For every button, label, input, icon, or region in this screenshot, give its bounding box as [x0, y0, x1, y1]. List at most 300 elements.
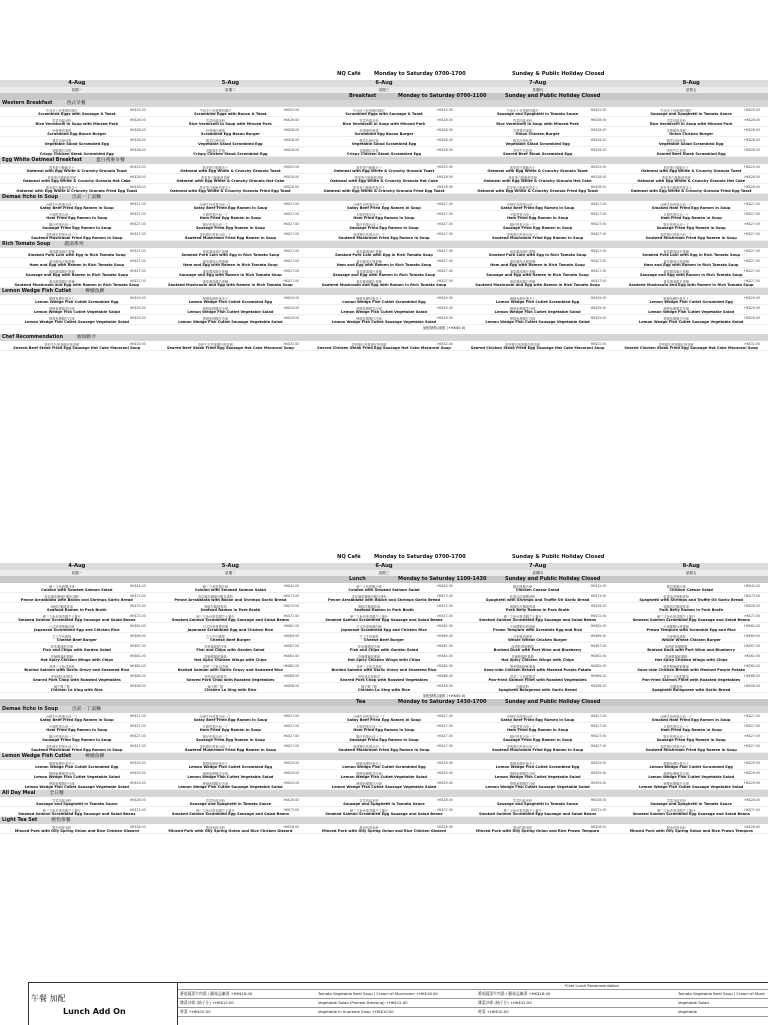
- menu-item-price: HK$29.00: [283, 295, 300, 300]
- menu-item-price: HK$62.00: [590, 653, 607, 658]
- menu-item: [614, 673, 768, 682]
- menu-item-name-en: Lemon Wedge Fish Cutlet Scrambled Egg: [188, 764, 273, 769]
- menu-item-name-en: Smoked Ham Fried Egg Ramen in Soup: [651, 717, 731, 722]
- menu-item-name-cn: 豬腩肉拉麵豬骨湯: [509, 604, 536, 609]
- menu-item-name-cn: 燕麥蛋白脆脆煎蛋多士: [45, 185, 78, 190]
- menu-item-name-en: Lemon Wedge Fish Cutlet Vegetable Salad: [33, 309, 120, 314]
- menu-item: [614, 278, 768, 287]
- menu-item: [307, 807, 461, 816]
- menu-item-price: HK$75.00: [129, 603, 146, 608]
- menu-item-price: HK$27.00: [437, 723, 453, 728]
- menu-item-name-en: Ham Fried Egg Ramen in Soup: [353, 215, 415, 220]
- menu-item-name-cn: 香煎雞扒煎蛋出前一丁: [506, 232, 539, 237]
- menu-item-name-cn: 牛油多士炒蛋煙肉腸仔: [506, 108, 539, 113]
- menu-item-name-en: Sauteed Mushroom Fried Egg Ramen in Soup: [184, 747, 277, 752]
- opening-hours: Monday to Saturday 0700-1700: [374, 71, 466, 77]
- menu-item: [461, 683, 615, 692]
- addon-header-note: *Chef Lunch Recommendation: [564, 984, 619, 988]
- menu-item-price: HK$32.00: [283, 341, 300, 346]
- menu-item-name-en: Cheese Beef Burger: [363, 637, 405, 642]
- section-title: Demae Itcho in Soup: [2, 195, 59, 200]
- menu-row: [0, 268, 768, 278]
- menu-item-name-en: Seared Chicken Steak Fried Egg Sausage Hot Cake Macaroni Soup: [317, 345, 451, 350]
- addon-item-right-left: 時菜 +HK$10.00: [478, 1009, 509, 1014]
- menu-item-name-cn: 香煎豬扒配雜菜: [50, 674, 73, 679]
- menu-item-name-cn: 牛油多士炒蛋煙肉腸仔: [45, 108, 78, 113]
- menu-item-name-en: Sausage and Spaghetti in Tomato Sauce: [343, 801, 425, 806]
- menu-item-name-cn: 番茄濃湯豬扒蛋麵: [356, 249, 382, 254]
- addon-item-mid: Vegetable Salad (Pomelo Dressing) +HK$12.00: [318, 1000, 408, 1005]
- menu-item-name-en: Braised Duck with Port Wine and Blueberry: [647, 647, 736, 652]
- menu-item-name-cn: 雪菜肉絲米粉: [359, 798, 379, 803]
- menu-row: [0, 221, 768, 231]
- menu-item: [307, 824, 461, 833]
- menu-item-price: HK$27.00: [437, 278, 453, 283]
- menu-item-name-cn: 檸檬魚柳炒蛋多士: [49, 761, 75, 766]
- menu-item-name-cn: 腸仔煎蛋出前一丁: [202, 222, 229, 227]
- menu-item-price: HK$28.00: [590, 174, 607, 179]
- menu-item-price: HK$28.00: [744, 147, 760, 152]
- menu-item-name-en: Spaghetti Bolognese with Garlic Bread: [498, 687, 577, 692]
- menu-item-price: HK$27.00: [437, 258, 453, 263]
- menu-row: [0, 760, 768, 770]
- menu-item-name-en: Vegetable Salad Scrambled Egg: [658, 141, 724, 146]
- menu-item: [307, 174, 461, 183]
- menu-item: [614, 117, 768, 126]
- menu-item-name-cn: 香辣雞翼配薯條: [511, 654, 534, 659]
- menu-item-price: HK$27.00: [283, 743, 300, 748]
- menu-item: [154, 673, 308, 682]
- menu-item: [0, 248, 154, 257]
- menu-item-name-en: Lemon Wedge Fish Cutlet Vegetable Salad: [187, 774, 274, 779]
- menu-item: [307, 643, 461, 652]
- menu-item-price: HK$25.00: [437, 164, 453, 169]
- section-title-cn: 輕怡茶餐: [51, 818, 71, 823]
- menu-item-price: HK$27.00: [744, 723, 760, 728]
- meal-band-hours: Monday to Saturday 1430-1700: [398, 699, 487, 705]
- menu-item-name-en: Sauteed Mushroom and Egg with Ramen in Rich Tomato Soup: [168, 282, 293, 287]
- menu-item-name-en: Sauteed Mushroom Fried Egg Ramen in Soup: [338, 235, 430, 240]
- menu-item-price: HK$72.00: [283, 613, 300, 618]
- menu-item-price: HK$28.00: [437, 824, 453, 829]
- menu-item-name-cn: 慢煮雞胸配紫薯蓉: [663, 664, 689, 669]
- menu-item-name-en: Ham Fried Egg Ramen in Soup: [46, 215, 108, 220]
- menu-item-price: HK$27.00: [437, 713, 453, 718]
- day-column-header: 5-Aug: [221, 563, 239, 569]
- menu-item-name-en: Oatmeal with Egg White & Crunchy Granola Fried Egg Toast: [323, 188, 445, 193]
- menu-item: [154, 743, 308, 752]
- menu-item-price: HK$27.00: [437, 743, 453, 748]
- menu-item-name-en: Lemon Wedge Fish Cutlet Scrambled Egg: [495, 764, 580, 769]
- menu-item-name-cn: 燕麥蛋白脆脆熱香餅: [47, 175, 77, 180]
- menu-item-price: HK$82.00: [129, 663, 146, 668]
- menu-item-name-en: Sous-vide Chicken Breast with Mashed Purple Potato: [637, 667, 745, 672]
- menu-item-name-en: Smoked Salmon Scrambled Egg Sausage and Salad Beans: [171, 811, 289, 816]
- menu-item-price: HK$28.00: [744, 184, 760, 189]
- menu-item-price: HK$27.00: [283, 268, 300, 273]
- menu-item-name-en: Minced Pork with Oily Spring Onion and Rice Prawn Tempura: [629, 828, 753, 833]
- menu-item-price: HK$86.00: [590, 673, 607, 678]
- menu-item: [154, 824, 308, 833]
- menu-header: [0, 70, 768, 78]
- menu-item-name-en: Penne Arrabbiata with Bacon and Shrimps Garlic Bread: [20, 597, 133, 602]
- menu-item-price: HK$28.00: [744, 797, 760, 802]
- section-header: [0, 790, 768, 797]
- menu-item-name-cn: 雪菜肉絲米粉: [359, 118, 379, 123]
- menu-item-name-cn: 香煎豬扒配雜菜: [357, 674, 381, 679]
- menu-item-price: HK$27.00: [590, 211, 607, 216]
- menu-item: [614, 184, 768, 193]
- menu-item-price: HK$27.00: [744, 733, 760, 738]
- menu-item: [614, 723, 768, 732]
- menu-item-price: HK$29.00: [590, 295, 607, 300]
- menu-item: [614, 780, 768, 789]
- menu-item-name-en: Smoked Ham Fried Egg Ramen in Soup: [651, 205, 731, 210]
- menu-item-price: HK$27.00: [590, 248, 607, 253]
- menu-item: [154, 807, 308, 816]
- menu-item-name-cn: 香煎雞扒煎蛋腸仔熱香餅: [351, 342, 387, 347]
- menu-item-name-en: Seared Beef Steak Scrambled Egg: [503, 151, 573, 156]
- menu-row: [0, 633, 768, 643]
- menu-item-price: HK$28.00: [283, 174, 300, 179]
- section-header: Chef Recommendation 廚師推介: [0, 334, 768, 341]
- menu-item-price: HK$27.00: [744, 258, 760, 263]
- menu-item-price: HK$28.00: [129, 184, 146, 189]
- menu-item-name-cn: 檸檬魚柳雜菜沙律: [202, 771, 229, 776]
- menu-item-name-en: Hot Spicy Chicken Wings with Chips: [194, 657, 267, 662]
- menu-item-name-cn: 番茄濃湯腸仔蛋麵: [509, 269, 536, 274]
- menu-item: [307, 760, 461, 769]
- menu-item-price: HK$28.00: [590, 603, 607, 608]
- addon-rows: [178, 990, 768, 1017]
- menu-item-name-cn: 檸檬魚柳炒蛋多士: [49, 296, 75, 301]
- section-title-cn: 出前一丁湯麵: [72, 707, 101, 712]
- menu-item-name-cn: 檸檬魚柳腸仔沙律: [509, 316, 536, 321]
- menu-item-price: HK$62.00: [283, 623, 300, 628]
- menu-item-price: HK$27.00: [437, 221, 453, 226]
- menu-item: [154, 623, 308, 632]
- menu-item: [154, 201, 308, 210]
- menu-item: [0, 633, 154, 642]
- menu-item-price: HK$27.00: [129, 268, 146, 273]
- menu-item-name-cn: 檸檬魚柳雜菜沙律: [509, 306, 536, 311]
- menu-item: [0, 305, 154, 314]
- menu-item-name-en: Pan-fried Salmon Fillet with Roasted Vegetables: [488, 677, 587, 682]
- menu-item-price: HK$28.00: [590, 797, 607, 802]
- menu-item-name-en: Sauteed Mushroom and Egg with Ramen in Rich Tomato Soup: [14, 282, 140, 287]
- menu-item-price: HK$29.00: [129, 305, 146, 310]
- menu-item-price: HK$86.00: [437, 673, 453, 678]
- menu-item-name-cn: 火腿煎蛋出前一丁: [509, 212, 536, 217]
- menu-item-name-en: Broiled Salmon with Garlic Gravy and Seaweed Rice: [331, 667, 437, 672]
- menu-item-price: HK$28.00: [437, 117, 453, 122]
- menu-item-price: HK$72.00: [590, 613, 607, 618]
- menu-item-name-en: Hot Spicy Chicken Wings with Chips: [654, 657, 728, 662]
- menu-item-price: HK$28.00: [129, 824, 146, 829]
- menu-item-price: HK$28.00: [283, 797, 300, 802]
- menu-item-price: HK$58.00: [129, 683, 146, 688]
- menu-item-name-cn: 砵酒藍莓燴鴨腿: [511, 644, 534, 649]
- addon-item-left: 時菜 +HK$10.00: [180, 1009, 211, 1014]
- menu-item: [461, 278, 615, 287]
- menu-item-name-cn: 檸檬魚柳炒蛋多士: [663, 761, 689, 766]
- menu-item-name-en: Chicken La Xing with Rice: [357, 687, 411, 692]
- menu-item-price: HK$27.00: [437, 248, 453, 253]
- menu-item-name-en: Ham Fried Egg Ramen in Soup: [46, 727, 108, 732]
- menu-item-name-en: Rice Vermicelli in Soup with Minced Pork: [189, 121, 272, 126]
- menu-item-name-en: Ham Fried Egg Ramen in Soup: [199, 215, 261, 220]
- menu-item-price: HK$28.00: [590, 184, 607, 189]
- section-header: [0, 194, 768, 201]
- menu-item-price: HK$27.00: [437, 268, 453, 273]
- menu-item: [461, 824, 615, 833]
- section-title-cn: 蛋白燕麥早餐: [95, 158, 125, 163]
- menu-item-price: HK$28.00: [437, 797, 453, 802]
- menu-item: [461, 797, 615, 806]
- menu-item: [307, 305, 461, 314]
- menu-item-price: HK$72.00: [437, 807, 453, 812]
- menu-item: [461, 221, 615, 230]
- menu-item-price: HK$75.00: [283, 603, 300, 608]
- menu-row: [0, 743, 768, 753]
- menu-item-name-en: Sausage and Egg with Ramen in Rich Tomato Soup: [332, 272, 436, 277]
- menu-item: [154, 278, 308, 287]
- menu-item-name-cn: 香草三文魚配雜菜: [663, 674, 689, 679]
- menu-item: [307, 107, 461, 116]
- menu-row: [0, 147, 768, 157]
- menu-item-name-en: Lemon Wedge Fish Cutlet Vegetable Salad: [494, 309, 581, 314]
- menu-item-name-cn: 砵酒藍莓燴鴨腿: [665, 644, 688, 649]
- menu-item: [307, 663, 461, 672]
- menu-item: [0, 623, 154, 632]
- menu-item-name-cn: 肉醬意粉: [669, 684, 683, 689]
- section-title: Egg White Oatmeal Breakfast: [2, 158, 82, 163]
- menu-item-price: HK$28.00: [129, 127, 146, 132]
- menu-item-name-en: Satay Beef Fried Egg Ramen in Soup: [347, 717, 421, 722]
- menu-item-name-en: Oatmeal with Egg White & Crunchy Granola Hot Cake: [22, 178, 131, 183]
- menu-item-name-en: Satay Beef Fried Egg Ramen in Soup: [500, 717, 575, 722]
- menu-item-name-cn: 雪菜肉絲米粉: [513, 118, 533, 123]
- menu-item-name-en: Satay Beef Fried Egg Ramen in Soup: [39, 717, 114, 722]
- menu-item-name-cn: 煙三文魚炒蛋香腸芝士薯仔: [196, 808, 235, 813]
- menu-item-price: HK$28.00: [129, 117, 146, 122]
- menu-item-price: HK$28.00: [283, 117, 300, 122]
- menu-item-name-cn: 檸檬魚柳腸仔沙律: [356, 316, 382, 321]
- menu-item: [461, 713, 615, 722]
- menu-item-name-en: Hot Spicy Chicken Wings with Chips: [40, 657, 114, 662]
- menu-item: [461, 137, 615, 146]
- menu-item-name-cn: 松露油蒜蓉蝦意粉: [509, 594, 536, 599]
- addon-item-mid: Tomato Vegetable Beef Soup / Cream of Mushroom +HK$18.00: [318, 991, 438, 996]
- menu-item-name-cn: 檸檬魚柳雜菜沙律: [356, 306, 382, 311]
- menu-item-price: HK$42.00: [590, 583, 607, 588]
- menu-item-price: HK$82.00: [590, 663, 607, 668]
- menu-item-name-en: Broiled Salmon with Garlic Gravy and Seaweed Rice: [24, 667, 130, 672]
- menu-item-name-cn: 牛油多士炒蛋煙肉腸仔: [353, 108, 385, 113]
- menu-row: [0, 623, 768, 633]
- menu-item: [307, 231, 461, 240]
- menu-item-name-cn: 香烤三文魚蒜香飯: [202, 664, 229, 669]
- menu-item-name-cn: 香脆雞扒炒蛋: [359, 148, 379, 153]
- menu-item-name-cn: 香煎雞扒煎蛋出前一丁: [199, 232, 232, 237]
- menu-item: [0, 184, 154, 193]
- menu-item-name-cn: 燕麥蛋白脆脆多士: [509, 165, 536, 170]
- menu-item-name-cn: 燕麥蛋白脆脆煎蛋多士: [199, 185, 232, 190]
- menu-item-price: HK$62.00: [744, 623, 760, 628]
- addon-row: [178, 990, 768, 999]
- menu-item-name-cn: 燕麥蛋白脆脆多士: [49, 165, 75, 170]
- menu-item-price: HK$73.00: [744, 593, 760, 598]
- menu-item-name-en: Spaghetti with Shrimps and Truffle Oil Garlic Bread: [485, 597, 590, 602]
- menu-row: [0, 231, 768, 241]
- menu-item-name-cn: 香蒜辣茄醬煙肉蝦長通粉: [197, 594, 233, 599]
- menu-item-name-en: Smoked Salmon Scrambled Egg Sausage and Salad Beans: [18, 811, 136, 816]
- menu-item: [154, 633, 308, 642]
- menu-item-price: HK$58.00: [437, 683, 453, 688]
- menu-item-name-en: Crispy Chicken Steak Scrambled Egg: [39, 151, 114, 156]
- menu-item-price: HK$29.00: [283, 770, 300, 775]
- menu-item: [614, 295, 768, 304]
- menu-item-name-cn: 炒蛋煙肉漢堡: [205, 128, 225, 133]
- menu-item: [0, 278, 154, 287]
- menu-item-name-en: Lemon Wedge Fish Cutlet Vegetable Salad: [341, 309, 427, 314]
- menu-item-name-en: Lemon Wedge Fish Cutlet Vegetable Salad: [648, 774, 735, 779]
- menu-item-price: HK$42.00: [744, 583, 760, 588]
- menu-item-name-cn: 沙嗲牛肉煎蛋出前一丁: [660, 714, 693, 719]
- menu-item-price: HK$29.00: [437, 295, 453, 300]
- menu-item-price: HK$72.00: [283, 807, 300, 812]
- menu-item-price: HK$28.00: [283, 147, 300, 152]
- menu-item: [0, 593, 154, 602]
- menu-item-price: HK$28.00: [283, 127, 300, 132]
- menu-row: [0, 211, 768, 221]
- menu-row: [0, 733, 768, 743]
- menu-item-price: HK$28.00: [744, 117, 760, 122]
- menu-item-name-cn: 番茄濃湯腸仔蛋麵: [356, 269, 382, 274]
- menu-item: [0, 780, 154, 789]
- menu-item-name-cn: 火腿煎蛋出前一丁: [202, 212, 229, 217]
- menu-item-price: HK$27.00: [129, 743, 146, 748]
- menu-item-price: HK$29.00: [437, 770, 453, 775]
- menu-item: [461, 127, 615, 136]
- menu-item-name-en: Sausage and Spaghetti in Tomato Sauce: [650, 801, 732, 806]
- menu-item-name-en: Minced Pork with Oily Spring Onion and Rice Prawn Tempura: [475, 828, 600, 833]
- menu-item: [0, 760, 154, 769]
- menu-item-price: HK$27.00: [590, 743, 607, 748]
- menu-item-price: HK$29.00: [744, 295, 760, 300]
- menu-item-price: HK$29.00: [129, 770, 146, 775]
- addon-label-en: Lunch Add On: [63, 1007, 126, 1016]
- menu-item-name-en: Smoked Salmon Scrambled Egg Sausage and Salad Beans: [171, 617, 289, 622]
- menu-item-name-cn: 火腿煎蛋出前一丁: [49, 724, 75, 729]
- menu-item-price: HK$27.00: [283, 231, 300, 236]
- section-header: [0, 753, 768, 760]
- menu-item: [614, 305, 768, 314]
- menu-item: [0, 824, 154, 833]
- menu-item-price: HK$25.00: [283, 107, 300, 112]
- menu-item: [0, 673, 154, 682]
- meal-band-hours: Monday to Saturday 1100-1430: [398, 576, 487, 582]
- menu-item-price: HK$73.00: [129, 593, 146, 598]
- menu-item-name-en: Ham and Egg with Ramen in Rich Tomato Soup: [643, 262, 739, 267]
- menu-item-name-cn: 檸檬魚柳炒蛋多士: [509, 296, 536, 301]
- menu-item-name-cn: 檸檬魚柳雜菜沙律: [663, 306, 689, 311]
- menu-item-name-cn: 雞肉凱撒沙律: [666, 584, 686, 589]
- menu-item-price: HK$27.00: [590, 231, 607, 236]
- menu-item-name-cn: 香辣雞翼配薯條: [665, 654, 688, 659]
- menu-item: [154, 137, 308, 146]
- menu-item: [154, 315, 308, 324]
- menu-item: [307, 653, 461, 662]
- menu-item-name-cn: 雜菜沙律炒蛋: [205, 138, 225, 143]
- menu-item: [0, 683, 154, 692]
- menu-item: [0, 211, 154, 220]
- menu-item-name-en: Colalon with Smoked Salmon Salad: [194, 587, 266, 592]
- menu-item-price: HK$27.00: [590, 201, 607, 206]
- menu-item: [614, 603, 768, 612]
- menu-item-name-en: Sauteed Mushroom Fried Egg Ramen in Soup: [491, 747, 584, 752]
- menu-item-name-cn: 番茄濃湯豬扒蛋麵: [202, 249, 229, 254]
- menu-item: [614, 643, 768, 652]
- menu-item-price: HK$72.00: [129, 807, 146, 812]
- addon-header: [178, 983, 768, 990]
- menu-item: [307, 268, 461, 277]
- menu-item-name-en: Broiled Salmon with Garlic Gravy and Seaweed Rice: [177, 667, 283, 672]
- menu-item-price: HK$72.00: [590, 807, 607, 812]
- menu-item: [614, 770, 768, 779]
- closed-notice: Sunday & Public Holiday Closed: [512, 71, 605, 77]
- menu-item-name-en: Sauteed Mushroom Fried Egg Ramen in Soup: [491, 235, 584, 240]
- menu-row: [0, 117, 768, 127]
- menu-item-price: HK$69.00: [283, 633, 300, 638]
- meal-band-name: Tea: [356, 699, 366, 705]
- menu-item-name-en: Lemon Wedge Fish Cutlet Scrambled Egg: [35, 299, 119, 304]
- menu-item-price: HK$86.00: [744, 673, 760, 678]
- menu-item-name-cn: 燕麥蛋白脆脆煎蛋多士: [506, 185, 539, 190]
- menu-item: [461, 211, 615, 220]
- menu-item-price: HK$27.00: [590, 723, 607, 728]
- menu-item-name-en: Ham Fried Egg Ramen in Soup: [506, 727, 569, 732]
- menu-item-price: HK$27.00: [129, 733, 146, 738]
- menu-item: [461, 613, 615, 622]
- section-title-cn: 濃湯系列: [64, 242, 84, 247]
- menu-item-name-cn: 香煎牛扒炒蛋: [513, 148, 533, 153]
- menu-item: [461, 147, 615, 156]
- menu-item: [614, 733, 768, 742]
- menu-item-name-en: Seared Beef Steak Scrambled Egg: [656, 151, 726, 156]
- menu-item-name-en: Sausage and Spaghetti in Tomato Sauce: [650, 111, 732, 116]
- menu-item-name-cn: 牛油多士炒蛋煙肉腸仔: [660, 108, 693, 113]
- menu-item-price: HK$25.00: [744, 164, 760, 169]
- menu-item-name-cn: 燕麥蛋白脆脆煎蛋多士: [353, 185, 385, 190]
- menu-item-name-en: Rice Vermicelli in Soup with Minced Pork: [342, 121, 426, 126]
- menu-item-name-cn: 番茄濃湯火腿蛋麵: [509, 259, 536, 264]
- menu-item-name-en: Oatmeal with Egg White & Crunchy Granola Fried Egg Toast: [170, 188, 291, 193]
- menu-item-price: HK$27.00: [590, 258, 607, 263]
- menu-item: [307, 623, 461, 632]
- menu-item-name-cn: 火腿煎蛋出前一丁: [663, 212, 689, 217]
- menu-item-price: HK$28.00: [283, 137, 300, 142]
- menu-item-price: HK$27.00: [283, 723, 300, 728]
- menu-item-name-en: Lemon Wedge Fish Cutlet Vegetable Salad: [648, 309, 735, 314]
- menu-item-name-en: Smoked Salmon Scrambled Egg Sausage and Salad Beans: [632, 811, 750, 816]
- menu-item-price: HK$27.00: [744, 278, 760, 283]
- menu-item: [461, 268, 615, 277]
- meal-band-name: Breakfast: [349, 93, 377, 99]
- menu-item-name-en: Vegetable Salad Scrambled Egg: [505, 141, 570, 146]
- menu-item-name-cn: 燕麥蛋白脆脆多士: [356, 165, 382, 170]
- menu-item-name-cn: 雪菜肉絲米粉: [52, 798, 72, 803]
